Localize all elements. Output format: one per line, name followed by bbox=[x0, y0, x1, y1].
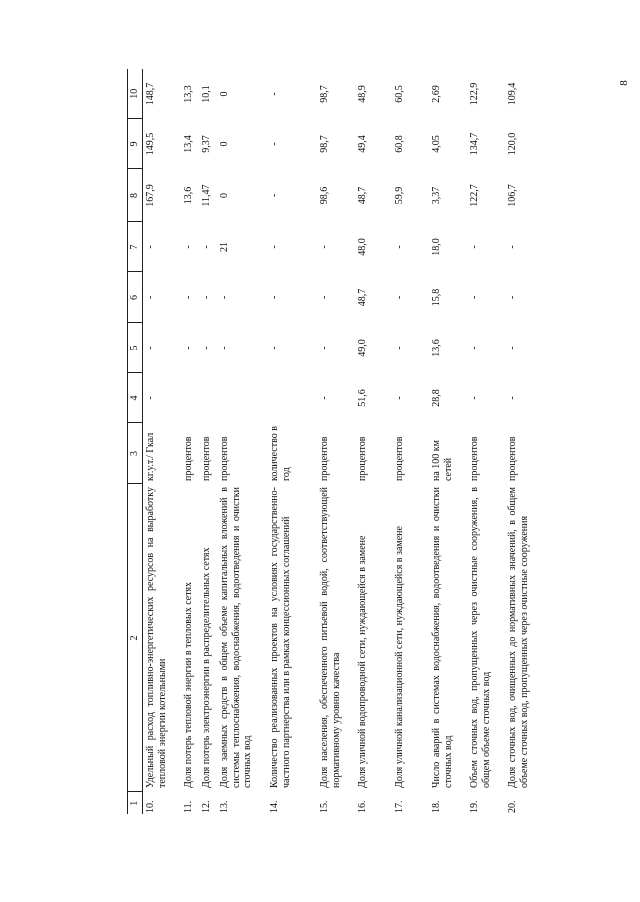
value-cell: 0 bbox=[219, 91, 230, 97]
value-cell: 167,9 bbox=[145, 184, 156, 207]
value-cell: 60,5 bbox=[394, 85, 405, 103]
indicator-name: Доля населения, обеспеченного питьевой водой, соответствующей нормативному уровню качества bbox=[319, 487, 342, 788]
value-cell: - bbox=[469, 346, 480, 350]
value-cell: - bbox=[269, 193, 280, 198]
value-cell: 49,0 bbox=[357, 339, 368, 357]
value-cell: 120,0 bbox=[507, 132, 518, 156]
value-cell: - bbox=[269, 92, 280, 96]
value-cell: 51,6 bbox=[357, 389, 368, 407]
indicator-name: Количество реализованных проектов на условиях государственно-частного партнерства или в рамках концессионных соглашений bbox=[269, 487, 292, 788]
value-cell: 48,7 bbox=[357, 186, 368, 205]
value-cell: - bbox=[469, 396, 480, 400]
value-cell: - bbox=[145, 396, 156, 400]
header-cell: 6 bbox=[128, 272, 143, 323]
value-cell: - bbox=[145, 346, 156, 350]
unit-cell: на 100 км сетей bbox=[431, 440, 454, 481]
value-cell: 48,7 bbox=[357, 288, 368, 307]
value-cell: - bbox=[319, 346, 330, 350]
table-row bbox=[392, 69, 429, 814]
value-cell: 59,9 bbox=[394, 186, 405, 205]
row-number: 12. bbox=[201, 800, 212, 813]
value-cell: 109,4 bbox=[507, 82, 518, 106]
value-cell: 122,7 bbox=[469, 184, 480, 207]
row-number: 13. bbox=[219, 800, 230, 813]
row-number: 18. bbox=[431, 800, 442, 813]
table-header bbox=[128, 69, 143, 814]
value-cell: - bbox=[507, 346, 518, 350]
value-cell: - bbox=[507, 245, 518, 249]
value-cell: - bbox=[183, 295, 194, 300]
value-cell: - bbox=[394, 396, 405, 400]
value-cell: - bbox=[269, 346, 280, 350]
indicator-name: Доля уличной канализационной сети, нуждающейся в замене bbox=[394, 526, 405, 788]
value-cell: 9,37 bbox=[201, 135, 212, 153]
value-cell: 98,7 bbox=[319, 135, 330, 153]
indicator-name: Доля потерь электроэнергии в распределительных сетях bbox=[201, 547, 212, 788]
value-cell: 18,0 bbox=[431, 238, 442, 256]
value-cell: 98,6 bbox=[319, 186, 330, 205]
value-cell: 134,7 bbox=[469, 132, 480, 156]
value-cell: - bbox=[269, 295, 280, 300]
value-cell: 148,7 bbox=[145, 82, 156, 106]
value-cell: 15,8 bbox=[431, 288, 442, 307]
value-cell bbox=[217, 373, 267, 423]
table-row bbox=[181, 69, 199, 814]
value-cell: - bbox=[394, 346, 405, 350]
header-cell: 10 bbox=[128, 69, 143, 119]
table-row bbox=[429, 69, 467, 814]
value-cell bbox=[181, 373, 199, 423]
value-cell bbox=[199, 373, 217, 423]
value-cell: - bbox=[219, 346, 230, 350]
table-row bbox=[217, 69, 267, 814]
indicator-name: Доля уличной водопроводной сети, нуждающейся в замене bbox=[357, 535, 368, 788]
value-cell: - bbox=[201, 245, 212, 249]
value-cell: - bbox=[269, 245, 280, 249]
row-number: 11. bbox=[183, 800, 194, 813]
table-row bbox=[143, 69, 182, 814]
value-cell: 21 bbox=[219, 242, 230, 252]
indicator-name: Число аварий в системах водоснабжения, водоотведения и очистки сточных вод bbox=[431, 487, 454, 788]
value-cell: 149,5 bbox=[145, 132, 156, 156]
value-cell: - bbox=[319, 245, 330, 249]
value-cell bbox=[267, 373, 317, 423]
value-cell: 48,9 bbox=[357, 85, 368, 103]
value-cell: 49,4 bbox=[357, 135, 368, 153]
value-cell: 3,37 bbox=[431, 186, 442, 205]
value-cell: - bbox=[507, 396, 518, 400]
table-row bbox=[467, 69, 505, 814]
row-number: 15. bbox=[319, 800, 330, 813]
header-cell: 2 bbox=[128, 484, 143, 792]
unit-cell: процентов bbox=[357, 436, 368, 481]
value-cell: - bbox=[319, 396, 330, 400]
unit-cell: процентов bbox=[469, 436, 480, 481]
unit-cell: процентов bbox=[201, 436, 212, 481]
value-cell: - bbox=[183, 245, 194, 249]
value-cell: 2,69 bbox=[431, 85, 442, 103]
unit-cell: процентов bbox=[183, 436, 194, 481]
unit-cell: процентов bbox=[394, 436, 405, 481]
row-number: 19. bbox=[469, 800, 480, 813]
value-cell: - bbox=[469, 245, 480, 249]
row-number: 14. bbox=[269, 800, 280, 813]
header-cell: 3 bbox=[128, 423, 143, 484]
header-cell: 8 bbox=[128, 169, 143, 222]
value-cell: - bbox=[183, 346, 194, 350]
page-number: 8 bbox=[618, 80, 630, 86]
header-cell: 1 bbox=[128, 792, 143, 814]
value-cell: - bbox=[319, 295, 330, 300]
value-cell: - bbox=[145, 295, 156, 300]
unit-cell: количество в год bbox=[269, 426, 292, 481]
value-cell: - bbox=[394, 245, 405, 249]
value-cell: - bbox=[507, 295, 518, 300]
indicators-table bbox=[127, 69, 555, 814]
header-cell: 5 bbox=[128, 323, 143, 373]
value-cell: - bbox=[201, 346, 212, 350]
value-cell: - bbox=[219, 295, 230, 300]
table-row bbox=[505, 69, 555, 814]
value-cell: 13,4 bbox=[183, 135, 194, 153]
row-number: 16. bbox=[357, 800, 368, 813]
table-row bbox=[199, 69, 217, 814]
indicator-name: Доля заемных средств в общем объеме капитальных вложений в системы теплоснабжения, водоснабжения, водоотведения и очистки сточных вод bbox=[219, 487, 253, 788]
value-cell: - bbox=[201, 295, 212, 300]
rotated-table-container bbox=[127, 69, 637, 814]
value-cell: - bbox=[145, 245, 156, 249]
value-cell: 0 bbox=[219, 141, 230, 147]
value-cell: 10,1 bbox=[201, 85, 212, 103]
value-cell: 98,7 bbox=[319, 85, 330, 103]
table-row bbox=[317, 69, 355, 814]
indicator-name: Доля потерь тепловой энергии в тепловых сетях bbox=[183, 581, 194, 788]
value-cell: 13,6 bbox=[431, 339, 442, 357]
indicator-name: Объем сточных вод, пропущенных через очистные сооружения, в общем объеме сточных вод bbox=[469, 487, 492, 788]
value-cell: 28,8 bbox=[431, 389, 442, 407]
row-number: 20. bbox=[507, 800, 518, 813]
value-cell: - bbox=[394, 295, 405, 300]
value-cell: 4,05 bbox=[431, 135, 442, 153]
unit-cell: процентов bbox=[319, 436, 330, 481]
value-cell: 11,47 bbox=[201, 184, 212, 207]
header-cell: 4 bbox=[128, 373, 143, 423]
value-cell: - bbox=[469, 295, 480, 300]
value-cell: 48,0 bbox=[357, 238, 368, 256]
row-number: 10. bbox=[145, 800, 156, 813]
row-number: 17. bbox=[394, 800, 405, 813]
unit-cell: процентов bbox=[507, 436, 518, 481]
value-cell: - bbox=[269, 142, 280, 146]
header-cell: 7 bbox=[128, 222, 143, 272]
table-row bbox=[355, 69, 392, 814]
value-cell: 13,6 bbox=[183, 186, 194, 205]
header-cell: 9 bbox=[128, 119, 143, 169]
value-cell: 106,7 bbox=[507, 184, 518, 207]
value-cell: 0 bbox=[219, 193, 230, 198]
value-cell: 60,8 bbox=[394, 135, 405, 153]
indicator-name: Доля сточных вод, очищенных до нормативных значений, в общем объеме сточных вод, пропущенных через очистные сооружения bbox=[507, 487, 530, 788]
value-cell: 13,3 bbox=[183, 85, 194, 103]
table-row bbox=[267, 69, 317, 814]
indicator-name: Удельный расход топливно-энергетических ресурсов на выработку тепловой энергии котельными bbox=[145, 487, 168, 788]
unit-cell: кг.у.т./ Гкал bbox=[145, 432, 156, 481]
value-cell: 122,9 bbox=[469, 82, 480, 106]
unit-cell: процентов bbox=[219, 436, 230, 481]
